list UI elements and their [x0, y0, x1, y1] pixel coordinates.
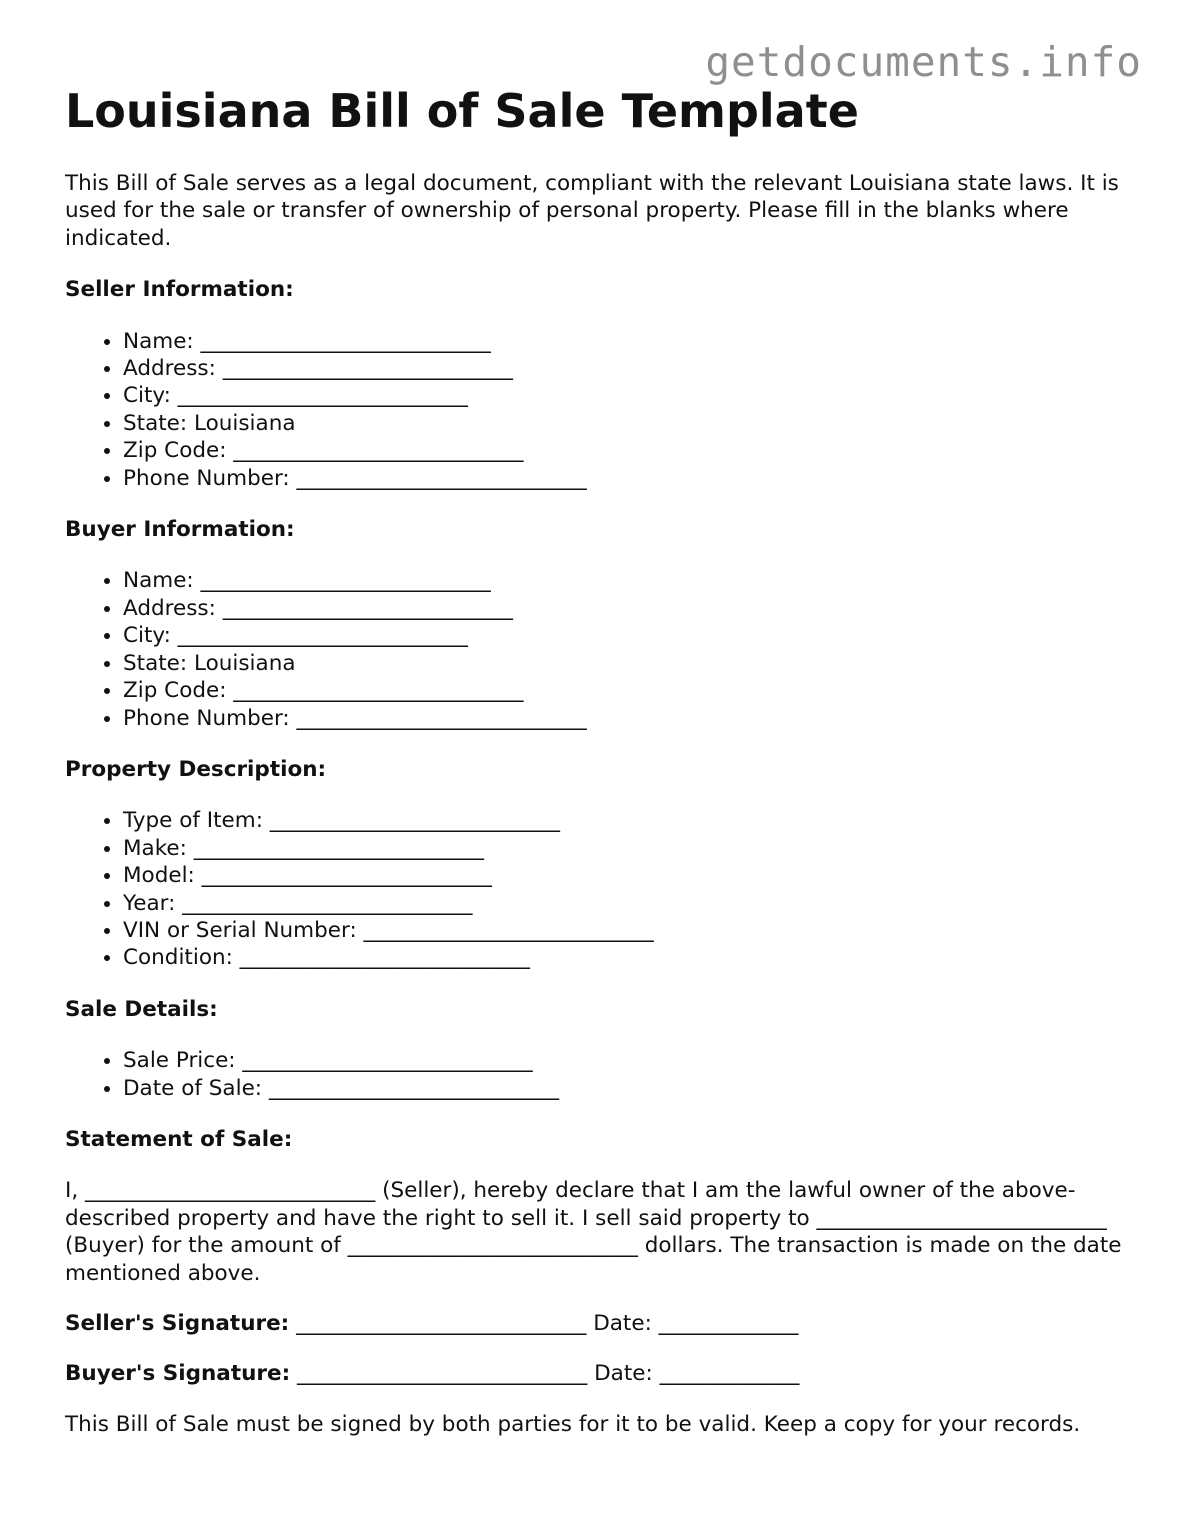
- sale-price-field[interactable]: • Sale Price: ___________________________: [123, 1047, 1125, 1074]
- seller-address-field[interactable]: • Address: ___________________________: [123, 355, 1125, 382]
- buyer-name-field[interactable]: • Name: ___________________________: [123, 567, 1125, 594]
- property-year-field[interactable]: • Year: ___________________________: [123, 890, 1125, 917]
- property-type-field[interactable]: • Type of Item: ___________________________: [123, 807, 1125, 834]
- buyer-phone-field[interactable]: • Phone Number: ___________________________: [123, 705, 1125, 732]
- seller-phone-field[interactable]: • Phone Number: ___________________________: [123, 465, 1125, 492]
- seller-signature-line[interactable]: [65, 1310, 1125, 1337]
- seller-signature-blanks[interactable]: ___________________________ Date: _____________: [289, 1311, 799, 1336]
- property-vin-field[interactable]: • VIN or Serial Number: ___________________________: [123, 917, 1125, 944]
- seller-zip-field[interactable]: • Zip Code: ___________________________: [123, 437, 1125, 464]
- buyer-signature-blanks[interactable]: ___________________________ Date: _____________: [290, 1361, 800, 1387]
- seller-heading: Seller Information:: [65, 277, 294, 303]
- intro-paragraph: This Bill of Sale serves as a legal document, compliant with the relevant Louisiana state laws. It is used for the sale or transfer of ownership of personal property. Please fill in the blanks where indicated.: [65, 171, 1119, 251]
- footer-note: This Bill of Sale must be signed by both parties for it to be valid. Keep a copy for your records.: [65, 1411, 1081, 1437]
- sale-heading: Sale Details:: [65, 996, 218, 1022]
- seller-list: [65, 328, 1125, 492]
- seller-state: • State: Louisiana: [123, 410, 1125, 437]
- buyer-address-field[interactable]: • Address: ___________________________: [123, 595, 1125, 622]
- buyer-zip-field[interactable]: • Zip Code: ___________________________: [123, 677, 1125, 704]
- buyer-signature-line[interactable]: [65, 1360, 1125, 1387]
- buyer-heading: Buyer Information:: [65, 517, 295, 543]
- property-list: [65, 807, 1125, 971]
- seller-city-field[interactable]: • City: ___________________________: [123, 382, 1125, 409]
- seller-name-field[interactable]: • Name: ___________________________: [123, 328, 1125, 355]
- document-body: [65, 82, 1125, 1438]
- sale-list: [65, 1047, 1125, 1102]
- watermark: getdocuments.info: [705, 38, 1142, 86]
- buyer-state: • State: Louisiana: [123, 650, 1125, 677]
- statement-heading: Statement of Sale:: [65, 1126, 293, 1152]
- property-model-field[interactable]: • Model: ___________________________: [123, 862, 1125, 889]
- property-make-field[interactable]: • Make: ___________________________: [123, 835, 1125, 862]
- buyer-city-field[interactable]: • City: ___________________________: [123, 622, 1125, 649]
- statement-paragraph: I, ___________________________ (Seller), hereby declare that I am the lawful owner of the above-described property and have the right to sell it. I sell said property to ___________________________ (Buyer) for the amount of ___________________________ dollars. The transaction is made on the date mentioned above.: [65, 1178, 1122, 1286]
- sale-date-field[interactable]: • Date of Sale: ___________________________: [123, 1075, 1125, 1102]
- property-condition-field[interactable]: • Condition: ___________________________: [123, 944, 1125, 971]
- seller-signature-label: Seller's Signature:: [65, 1311, 290, 1336]
- page-title: Louisiana Bill of Sale Template: [65, 84, 859, 138]
- buyer-list: [65, 567, 1125, 731]
- property-heading: Property Description:: [65, 756, 327, 782]
- buyer-signature-label: Buyer's Signature:: [65, 1361, 291, 1387]
